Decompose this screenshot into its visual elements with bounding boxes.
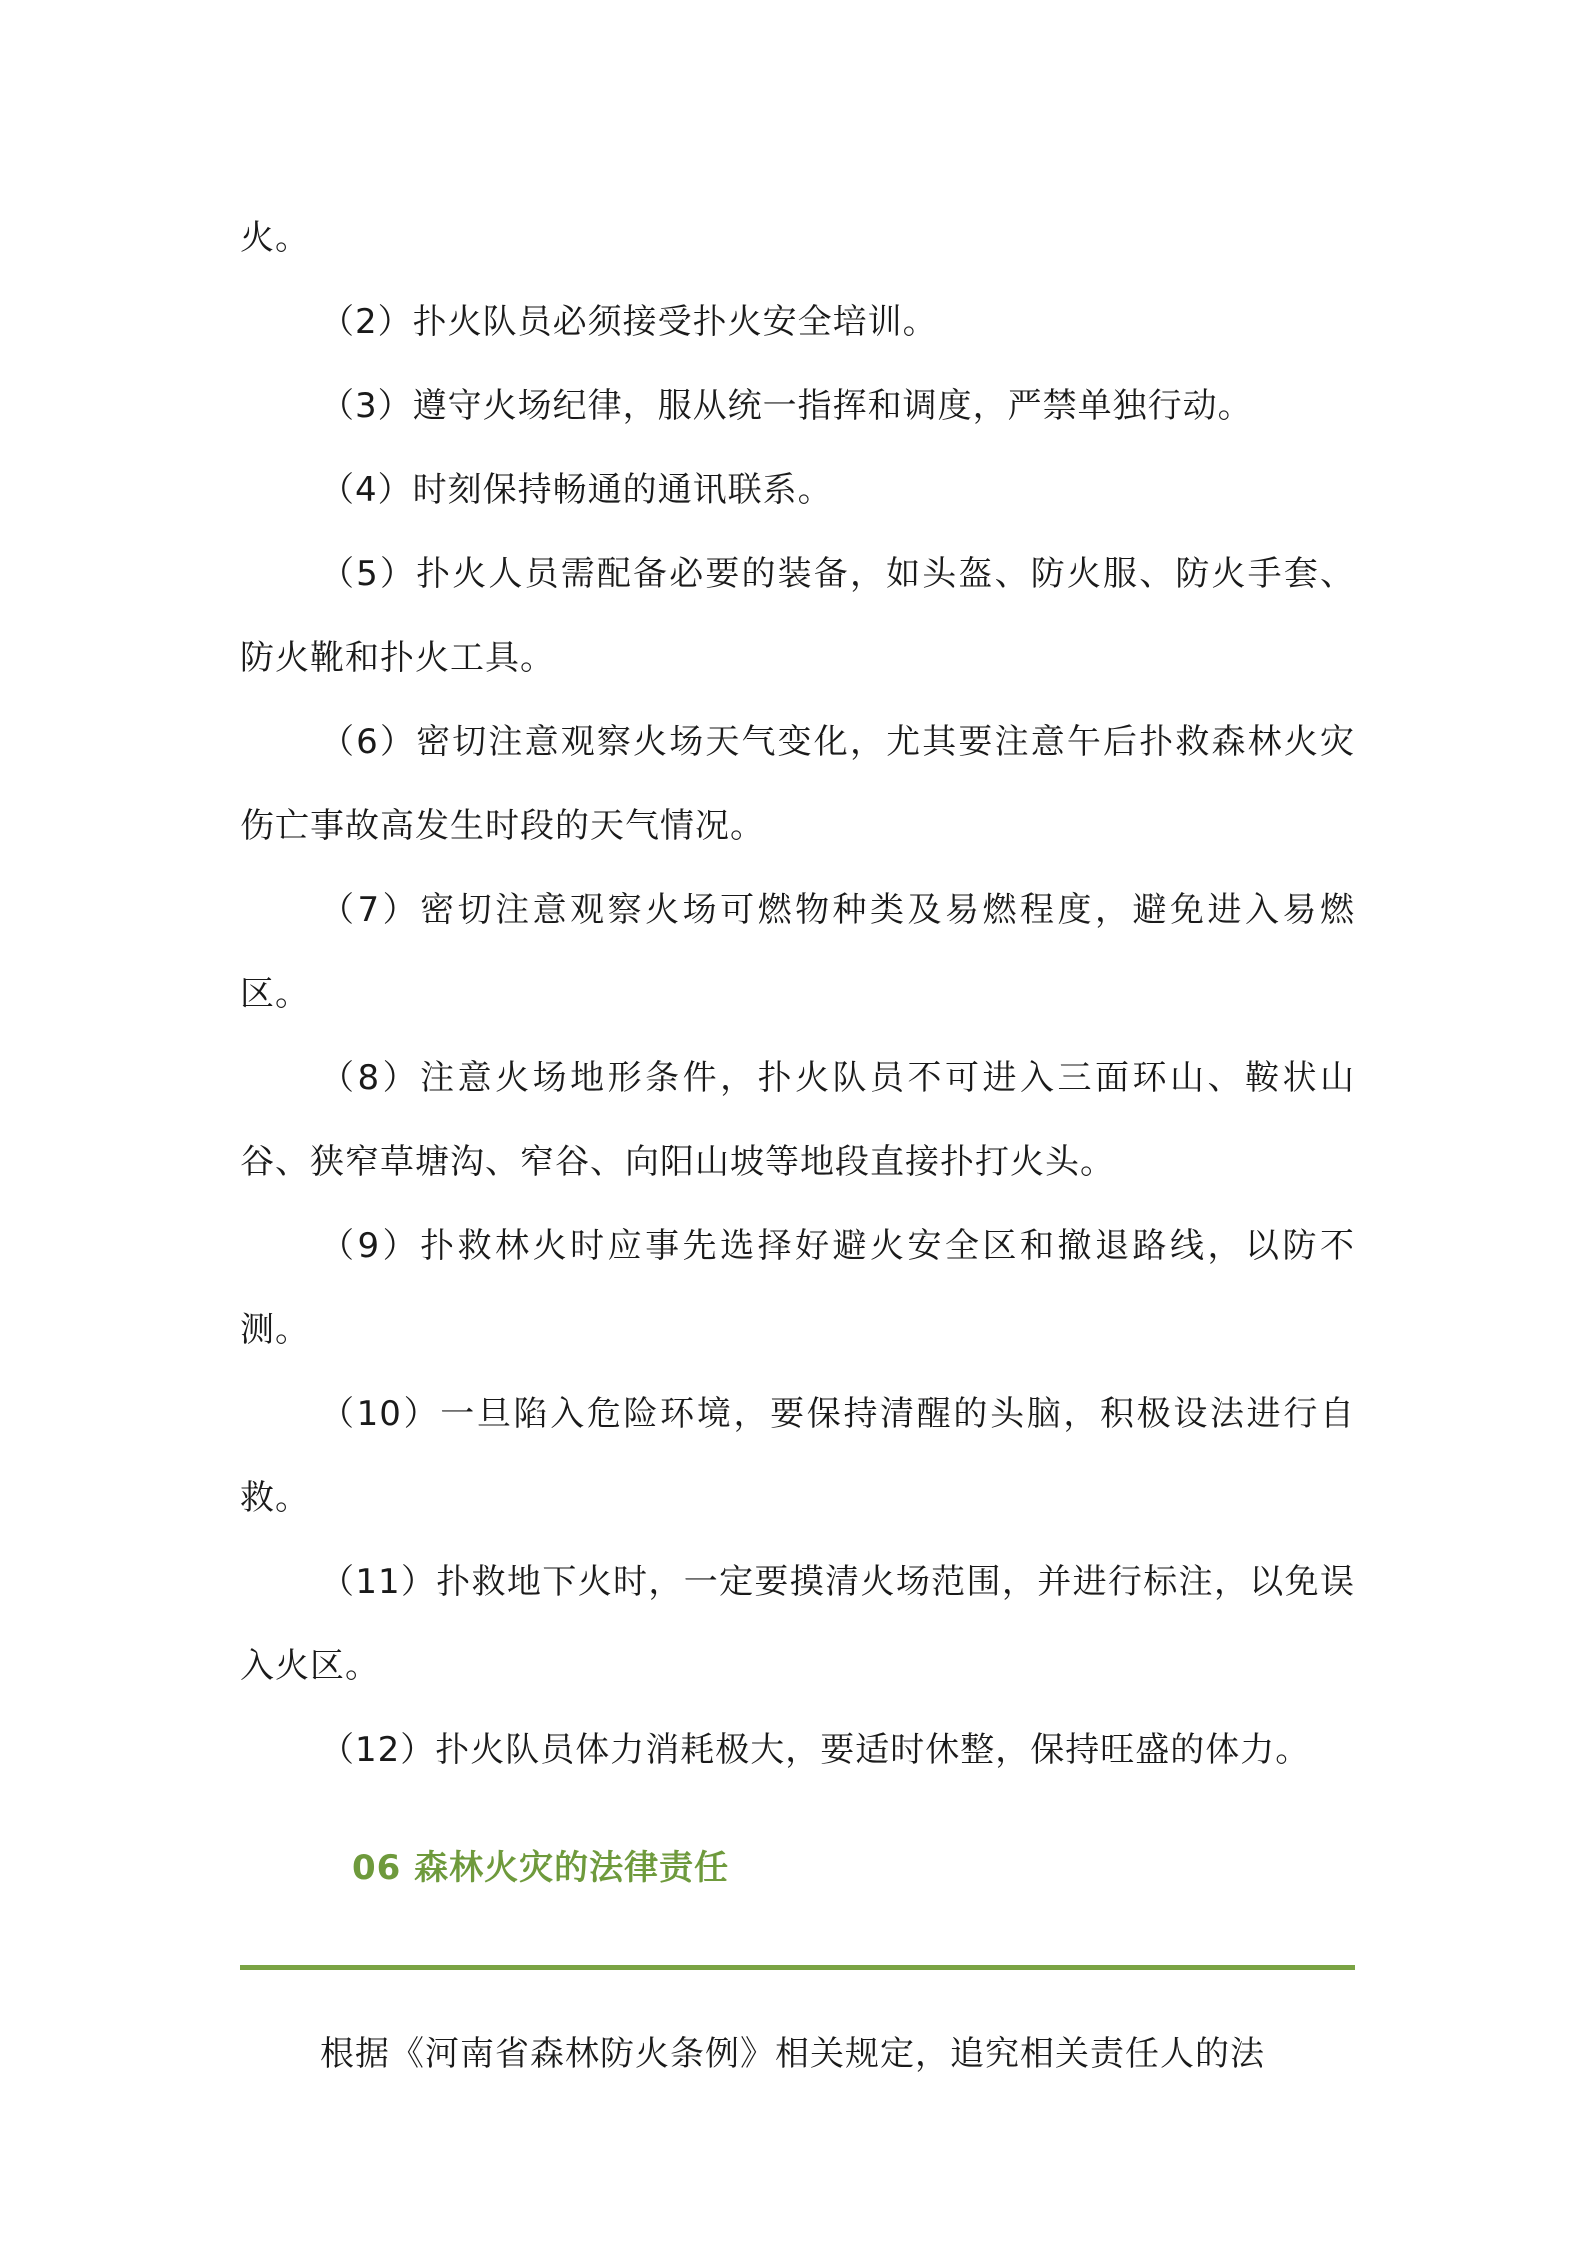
- section-divider: [240, 1965, 1355, 1970]
- list-item-11: （11）扑救地下火时，一定要摸清火场范围，并进行标注，以免误入火区。: [240, 1562, 1355, 1686]
- list-item-12: （12）扑火队员体力消耗极大，要适时休整，保持旺盛的体力。: [320, 1730, 1311, 1770]
- list-item-2: （2）扑火队员必须接受扑火安全培训。: [320, 302, 938, 342]
- list-item-3: （3）遵守火场纪律，服从统一指挥和调度，严禁单独行动。: [320, 386, 1253, 426]
- list-item-4: （4）时刻保持畅通的通讯联系。: [320, 470, 833, 510]
- closing-paragraph: 根据《河南省森林防火条例》相关规定，追究相关责任人的法: [320, 2034, 1265, 2074]
- section-heading: 06 森林火灾的法律责任: [352, 1848, 730, 1888]
- list-item-6: （6）密切注意观察火场天气变化，尤其要注意午后扑救森林火灾伤亡事故高发生时段的天气情况。: [240, 722, 1355, 846]
- list-item-5: （5）扑火人员需配备必要的装备，如头盔、防火服、防火手套、防火靴和扑火工具。: [240, 554, 1355, 678]
- list-item-8: （8）注意火场地形条件，扑火队员不可进入三面环山、鞍状山谷、狭窄草塘沟、窄谷、向阳山坡等地段直接扑打火头。: [240, 1058, 1355, 1182]
- list-item-10: （10）一旦陷入危险环境，要保持清醒的头脑，积极设法进行自救。: [240, 1394, 1355, 1518]
- list-item-9: （9）扑救林火时应事先选择好避火安全区和撤退路线，以防不测。: [240, 1226, 1355, 1350]
- paragraph-continuation: 火。: [240, 218, 310, 258]
- list-item-7: （7）密切注意观察火场可燃物种类及易燃程度，避免进入易燃区。: [240, 890, 1355, 1014]
